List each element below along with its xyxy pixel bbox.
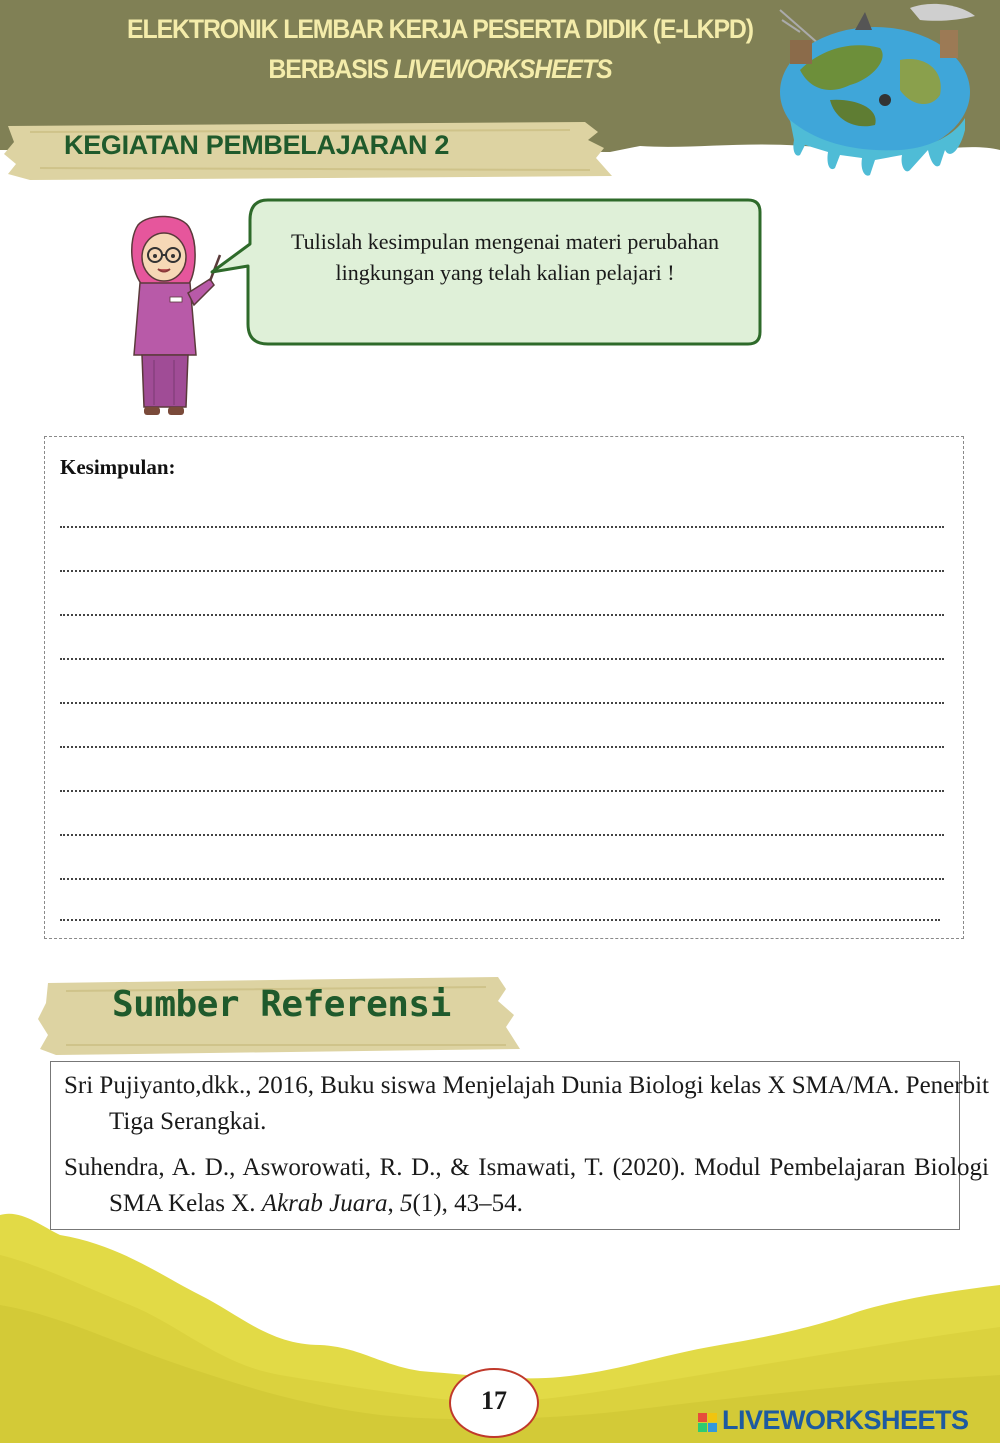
answer-line[interactable] xyxy=(60,834,944,836)
polluted-globe-illustration xyxy=(760,0,1000,180)
answer-line[interactable] xyxy=(60,614,944,616)
references-heading: Sumber Referensi xyxy=(112,984,451,1025)
reference-item xyxy=(64,1150,989,1222)
reference-volume: 5 xyxy=(399,1190,413,1217)
conclusion-box xyxy=(44,436,964,939)
instruction-text: Tulislah kesimpulan mengenai materi perubahan lingkungan yang telah kalian pelajari ! xyxy=(290,229,720,285)
header-title-line2 xyxy=(90,54,789,85)
reference-pages: (1), 43–54. xyxy=(412,1190,523,1217)
header-title-brand: LIVEWORKSHEETS xyxy=(393,54,612,84)
page-number: 17 xyxy=(481,1386,507,1415)
conclusion-label: Kesimpulan: xyxy=(60,455,176,479)
liveworksheets-brand[interactable]: LIVEWORKSHEETS xyxy=(722,1405,969,1435)
answer-line[interactable] xyxy=(60,878,944,880)
answer-line[interactable] xyxy=(60,658,944,660)
answer-line[interactable] xyxy=(60,702,944,704)
reference-journal: Akrab Juara xyxy=(261,1190,388,1217)
answer-line[interactable] xyxy=(60,790,944,792)
header-title-line1: ELEKTRONIK LEMBAR KERJA PESERTA DIDIK (E-LKPD) xyxy=(127,14,753,44)
activity-label: KEGIATAN PEMBELAJARAN 2 xyxy=(64,130,450,160)
reference-item: Sri Pujiyanto,dkk., 2016, Buku siswa Menjelajah Dunia Biologi kelas X SMA/MA. Penerbit Tiga Serangkai. xyxy=(64,1072,989,1135)
header-title-prefix: BERBASIS xyxy=(268,54,394,84)
answer-line[interactable] xyxy=(60,570,944,572)
answer-line[interactable] xyxy=(60,746,944,748)
reference-separator: , xyxy=(387,1190,400,1217)
reference-text: Suhendra, A. D., Asworowati, R. D., & Ismawati, T. (2020). Modul Pembelajaran Biologi SMA Kelas X. xyxy=(64,1154,989,1217)
answer-line[interactable] xyxy=(60,526,944,528)
answer-line[interactable] xyxy=(60,919,940,921)
